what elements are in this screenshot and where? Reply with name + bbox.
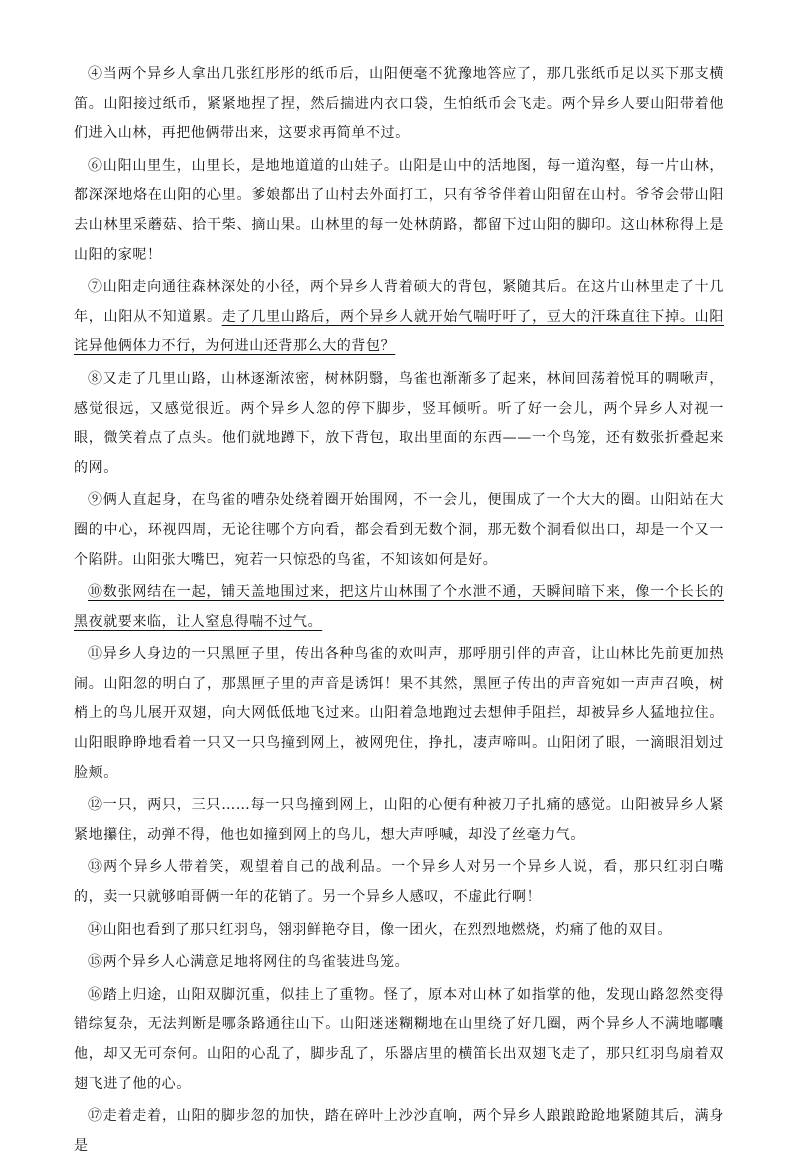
paragraph-11: ⑪异乡人身边的一只黑匣子里，传出各种鸟雀的欢叫声，那呼朋引伴的声音，让山林比先前更加热闹。山阳忽的明白了，那黑匣子里的声音是诱饵！果不其然，黑匣子传出的声音宛如一声声召唤，树梢上的鸟儿展开双翅，向大网低低地飞过来。山阳着急地跑过去想伸手阻拦，却被异乡人猛地拉住。山阳眼睁睁地看着一只又一只鸟撞到网上，被网兜住，挣扎，凄声啼叫。山阳闭了眼，一滴眼泪划过脸颊。 (74, 646, 724, 781)
paragraph-7-text: ⑦山阳走向通往森林深处的小径，两个异乡人背着硕大的背包，紧随其后。在这片山林里走了十几年，山阳从不知道累。 (74, 279, 724, 325)
paragraph-9: ⑨俩人直起身，在鸟雀的嘈杂处绕着圈开始围网，不一会儿，便围成了一个大大的圈。山阳站在大圈的中心，环视四周，无论往哪个方向看，都会看到无数个洞，那无数个洞看似出口，却是一个又一个陷阱。山阳张大嘴巴，宛若一只惊恐的鸟雀，不知该如何是好。 (74, 492, 724, 568)
paragraph-7-underlined-text: 走了几里山路后，两个异乡人就开始气喘吁吁了，豆大的汗珠直往下掉。山阳诧异他俩体力不行，为何进山还背那么大的背包？ (74, 308, 724, 355)
paragraph-8: ⑧又走了几里山路，山林逐渐浓密，树林阴翳，鸟雀也渐渐多了起来，林间回荡着悦耳的啁啾声，感觉很远，又感觉很近。两个异乡人忽的停下脚步，竖耳倾听。听了好一会儿，两个异乡人对视一眼，微笑着点了点头。他们就地蹲下，放下背包，取出里面的东西——一个鸟笼，还有数张折叠起来的网。 (74, 370, 724, 476)
paragraph-10 (74, 578, 724, 637)
paragraph-4: ④当两个异乡人拿出几张红彤彤的纸币后，山阳便毫不犹豫地答应了，那几张纸币足以买下那支横笛。山阳接过纸币，紧紧地捏了捏，然后揣进内衣口袋，生怕纸币会飞走。两个异乡人要山阳带着他们进入山林，再把他俩带出来，这要求再简单不过。 (74, 66, 724, 142)
paragraph-17: ⑰走着走着，山阳的脚步忽的加快，踏在碎叶上沙沙直响，两个异乡人踉踉跄跄地紧随其后，满身是 (74, 1108, 724, 1154)
paragraph-15: ⑮两个异乡人心满意足地将网住的鸟雀装进鸟笼。 (88, 954, 410, 971)
paragraph-10-underlined-text: ⑩数张网结在一起，铺天盖地围过来，把这片山林围了个水泄不通，天瞬间暗下来，像一个长长的黑夜就要来临，让人窒息得喘不过气。 (74, 584, 724, 630)
paragraph-16: ⑯踏上归途，山阳双脚沉重，似挂上了重物。怪了，原本对山林了如指掌的他，发现山路忽然变得错综复杂，无法判断是哪条路通往山下。山阳迷迷糊糊地在山里绕了好几圈，两个异乡人不满地嘟囔他，却又无可奈何。山阳的心乱了，脚步乱了，乐器店里的横笛长出双翅飞走了，那只红羽鸟扇着双翅飞进了他的心。 (74, 986, 724, 1092)
paragraph-7 (74, 273, 724, 362)
paragraph-13: ⑬两个异乡人带着笑，观望着自己的战利品。一个异乡人对另一个异乡人说，看，那只红羽白嘴的，卖一只就够咱哥俩一年的花销了。另一个异乡人感叹，不虚此行啊！ (74, 859, 724, 906)
document-page (74, 60, 724, 1164)
paragraph-14: ⑭山阳也看到了那只红羽鸟，翎羽鲜艳夺目，像一团火，在烈烈地燃烧，灼痛了他的双目。 (88, 921, 672, 938)
paragraph-12: ⑫一只，两只，三只……每一只鸟撞到网上，山阳的心便有种被刀子扎痛的感觉。山阳被异乡人紧紧地攥住，动弹不得，他也如撞到网上的鸟儿，想大声呼喊，却没了丝毫力气。 (74, 797, 724, 843)
paragraph-6: ⑥山阳山里生，山里长，是地地道道的山娃子。山阳是山中的活地图，每一道沟壑，每一片山林，都深深地烙在山阳的心里。爹娘都出了山村去外面打工，只有爷爷伴着山阳留在山村。爷爷会带山阳去山林里采蘑菇、拾干柴、摘山果。山林里的每一处林荫路，都留下过山阳的脚印。这山林称得上是山阳的家呢！ (74, 157, 724, 263)
